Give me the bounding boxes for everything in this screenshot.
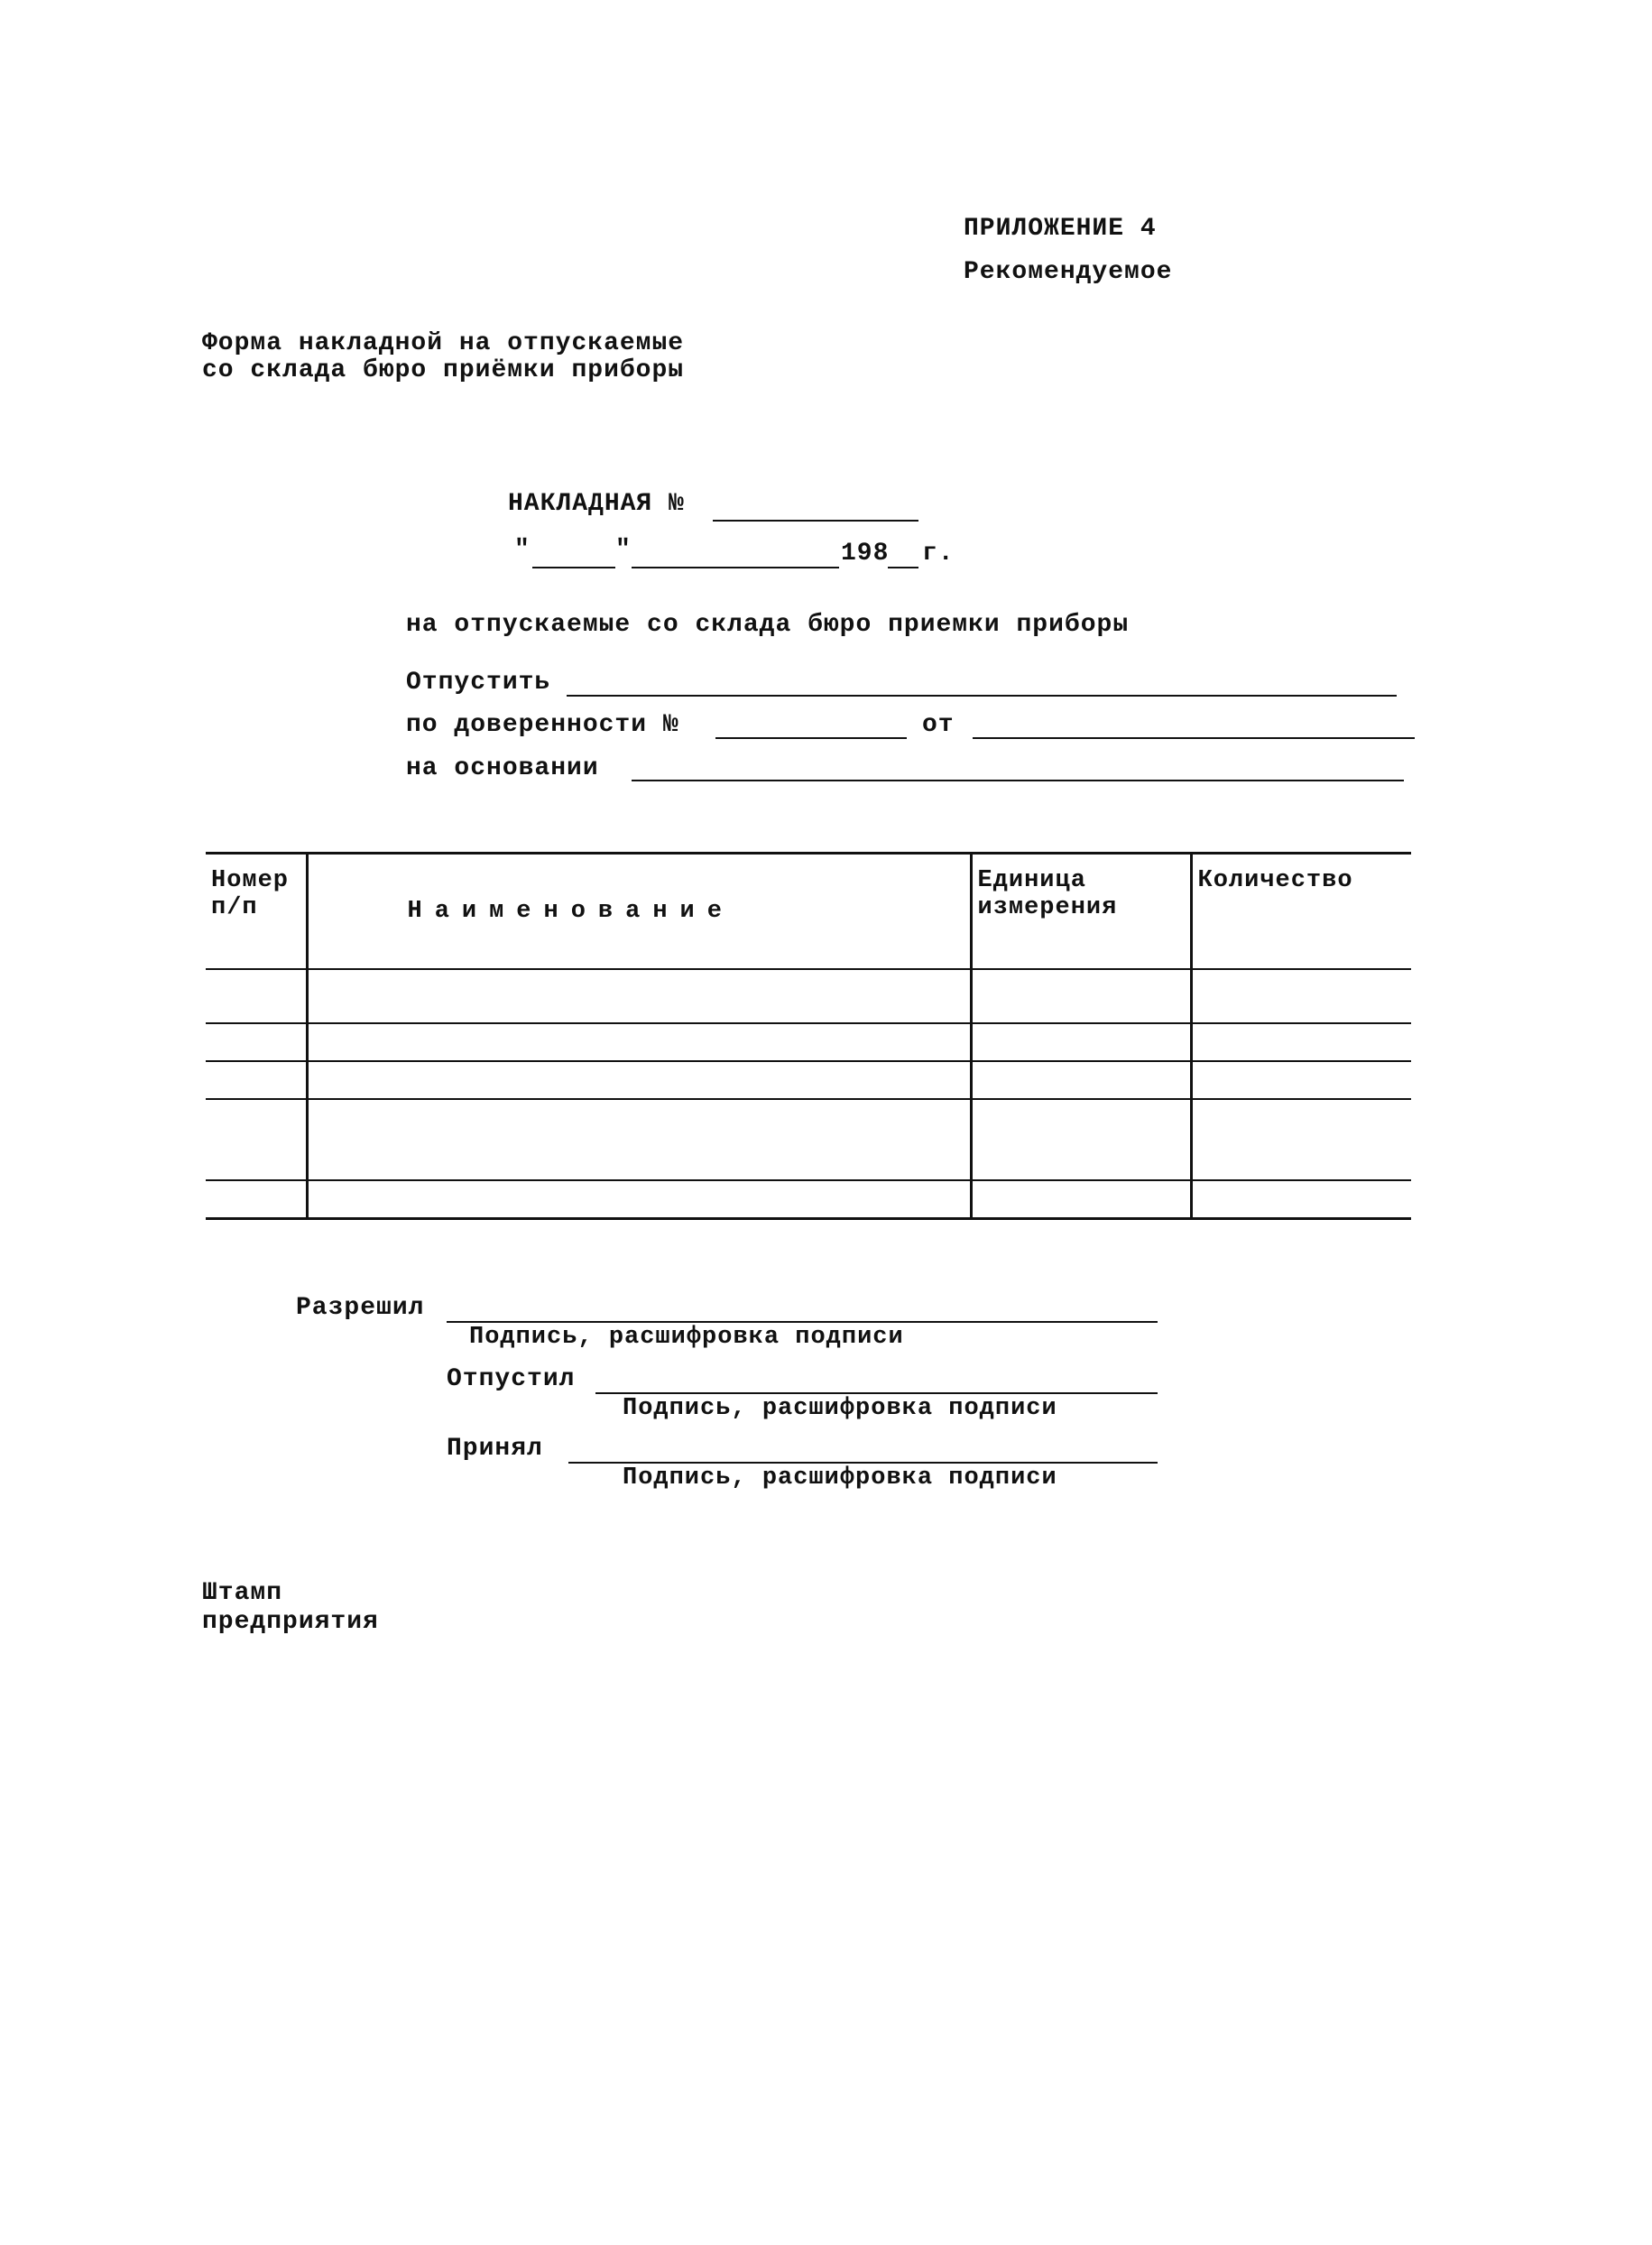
proxy-date-blank[interactable]	[973, 737, 1415, 739]
table-cell[interactable]	[971, 1061, 1191, 1099]
table-cell[interactable]	[307, 1023, 971, 1061]
proxy-from-label: от	[922, 711, 955, 739]
allowed-signature-caption: Подпись, расшифровка подписи	[469, 1324, 904, 1351]
table-cell[interactable]	[1191, 1061, 1411, 1099]
table-cell[interactable]	[971, 969, 1191, 1023]
appendix-status: Рекомендуемое	[964, 258, 1173, 286]
received-label: Принял	[447, 1435, 543, 1463]
table-row	[206, 1180, 1411, 1219]
proxy-number-blank[interactable]	[715, 737, 907, 739]
table-cell[interactable]	[971, 1180, 1191, 1219]
table-row	[206, 1099, 1411, 1180]
table-cell[interactable]	[206, 1180, 307, 1219]
table-cell[interactable]	[307, 1099, 971, 1180]
col-header-name: Наименование	[307, 854, 971, 970]
table-cell[interactable]	[307, 1180, 971, 1219]
table-row	[206, 1023, 1411, 1061]
form-title-line2: со склада бюро приёмки приборы	[202, 356, 685, 384]
basis-blank[interactable]	[632, 780, 1404, 781]
table-cell[interactable]	[1191, 1099, 1411, 1180]
col-header-number: Номер п/п	[206, 854, 307, 970]
waybill-subtitle: на отпускаемые со склада бюро приемки приборы	[406, 611, 1130, 639]
stamp-line1: Штамп	[202, 1579, 283, 1607]
items-table	[206, 852, 1411, 1220]
proxy-label: по доверенности №	[406, 711, 679, 739]
table-row	[206, 969, 1411, 1023]
table-cell[interactable]	[1191, 1180, 1411, 1219]
appendix-number: ПРИЛОЖЕНИЕ 4	[964, 215, 1157, 243]
company-stamp-note	[202, 1579, 379, 1637]
table-cell[interactable]	[206, 1099, 307, 1180]
stamp-line2: предприятия	[202, 1608, 379, 1636]
waybill-number-blank[interactable]	[713, 520, 918, 522]
table-cell[interactable]	[307, 969, 971, 1023]
date-year-suffix: г.	[922, 540, 955, 568]
col-header-quantity: Количество	[1191, 854, 1411, 970]
date-day-blank[interactable]	[532, 567, 615, 568]
table-cell[interactable]	[206, 1061, 307, 1099]
table-cell[interactable]	[971, 1023, 1191, 1061]
release-blank[interactable]	[567, 695, 1397, 697]
basis-label: на основании	[406, 754, 599, 782]
release-label: Отпустить	[406, 669, 551, 697]
form-title	[202, 330, 684, 384]
appendix-header	[964, 208, 1172, 294]
table-row	[206, 1061, 1411, 1099]
date-year-prefix: 198	[841, 540, 890, 568]
date-quote-close: "	[615, 536, 632, 564]
received-signature-caption: Подпись, расшифровка подписи	[623, 1464, 1057, 1492]
table-header-row	[206, 854, 1411, 970]
received-signature-line[interactable]	[568, 1462, 1158, 1464]
table-cell[interactable]	[1191, 969, 1411, 1023]
table-cell[interactable]	[971, 1099, 1191, 1180]
released-signature-line[interactable]	[595, 1392, 1158, 1394]
released-label: Отпустил	[447, 1365, 576, 1393]
form-title-line1: Форма накладной на отпускаемые	[202, 329, 685, 357]
table-cell[interactable]	[1191, 1023, 1411, 1061]
table-cell[interactable]	[307, 1061, 971, 1099]
table-cell[interactable]	[206, 1023, 307, 1061]
waybill-label: НАКЛАДНАЯ №	[508, 490, 685, 518]
allowed-label: Разрешил	[296, 1294, 425, 1322]
date-year-blank[interactable]	[888, 567, 918, 568]
table-cell[interactable]	[206, 969, 307, 1023]
date-month-blank[interactable]	[632, 567, 839, 568]
date-quote-open: "	[514, 536, 531, 564]
col-header-unit: Единица измерения	[971, 854, 1191, 970]
allowed-signature-line[interactable]	[447, 1321, 1158, 1323]
released-signature-caption: Подпись, расшифровка подписи	[623, 1395, 1057, 1422]
